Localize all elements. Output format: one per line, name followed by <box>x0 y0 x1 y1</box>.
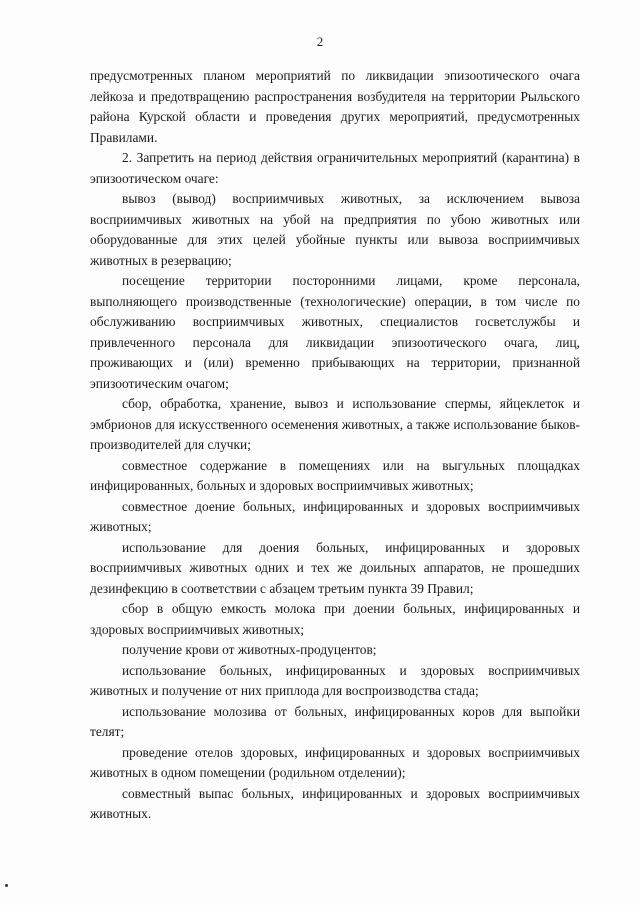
prohibition-item: использование для доения больных, инфицированных и здоровых восприимчивых животных одних и тех же доильных аппаратов, не прошедших дезинфекцию в соответствии с абзацем третьим пункта 39 Правил; <box>90 539 580 596</box>
page-number: 2 <box>316 34 324 49</box>
prohibition-item: сбор, обработка, хранение, вывоз и использование спермы, яйцеклеток и эмбрионов для искусственного осеменения животных, а также использование быков-производителей для случки; <box>90 396 580 452</box>
prohibition-item: совместное доение больных, инфицированных и здоровых восприимчивых животных; <box>90 498 580 534</box>
prohibition-item: вывоз (вывод) восприимчивых животных, за исключением вывоза восприимчивых животных на убой на предприятия по убою животных или оборудованные для этих целей убойные пункты или вывоза восприимчивых животных в резервацию; <box>90 191 580 268</box>
prohibition-item: использование молозива от больных, инфицированных коров для выпойки телят; <box>90 703 580 739</box>
paragraph-item-2: 2. Запретить на период действия ограничительных мероприятий (карантина) в эпизоотическом очаге: <box>90 150 580 186</box>
prohibition-item: посещение территории посторонними лицами, кроме персонала, выполняющего производственные (технологические) операции, в том числе по обслуживанию восприимчивых животных, специалистов госветслужбы и привлеченного персонала для ликвидации эпизоотического очага, лиц, проживающих и (или) временно прибывающих на территории, признанной эпизоотическим очагом; <box>90 273 580 391</box>
paragraph-continuation: предусмотренных планом мероприятий по ликвидации эпизоотического очага лейкоза и предотвращению распространения возбудителя на территории Рыльского района Курской области и проведения других мероприятий, предусмотренных Правилами. <box>90 68 580 145</box>
prohibition-item: получение крови от животных-продуцентов; <box>122 642 377 657</box>
prohibition-item: совместное содержание в помещениях или на выгульных площадках инфицированных, больных и здоровых восприимчивых животных; <box>90 457 580 493</box>
document-body <box>90 66 580 825</box>
prohibition-item: совместный выпас больных, инфицированных и здоровых восприимчивых животных. <box>90 785 580 821</box>
prohibition-item: проведение отелов здоровых, инфицированных и здоровых восприимчивых животных в одном помещении (родильном отделении); <box>90 744 580 780</box>
scan-speck <box>5 884 8 887</box>
prohibition-item: использование больных, инфицированных и здоровых восприимчивых животных и получение от них приплода для воспроизводства стада; <box>90 662 580 698</box>
prohibition-item: сбор в общую емкость молока при доении больных, инфицированных и здоровых восприимчивых животных; <box>90 601 580 637</box>
